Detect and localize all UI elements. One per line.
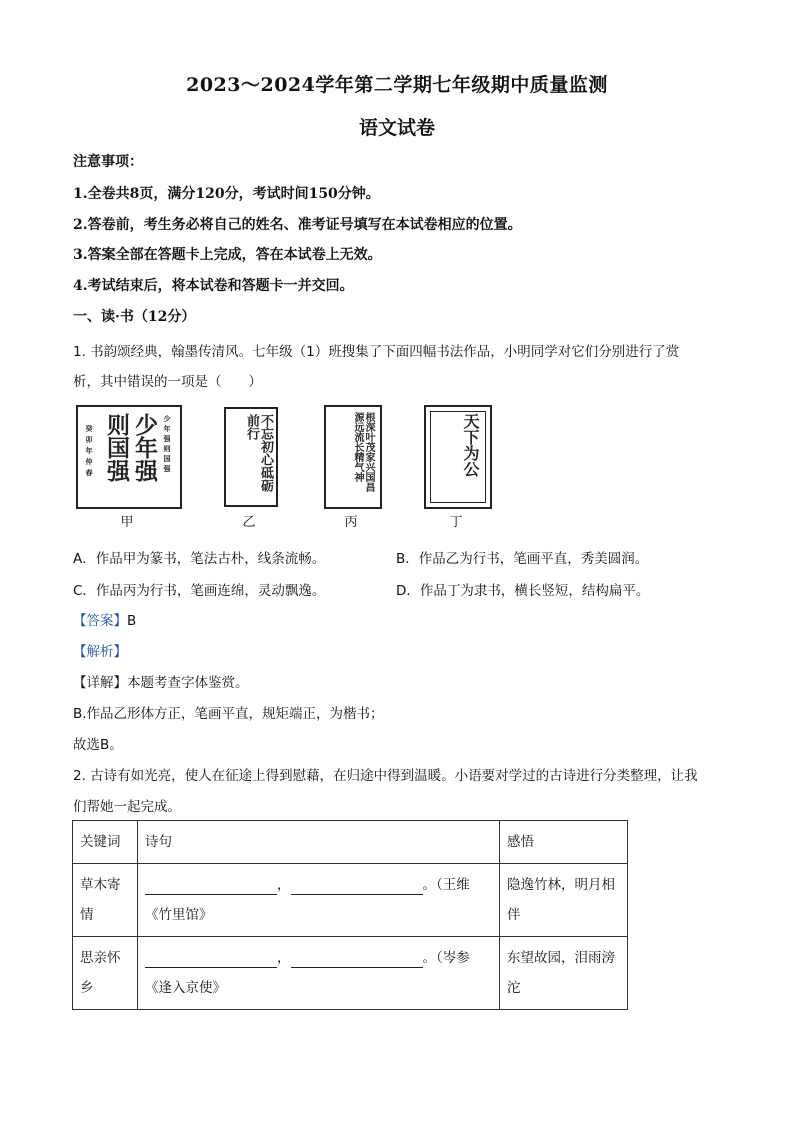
poem-end: 。（王维 [422,877,470,893]
poem-source: 《竹里馆》 [145,907,213,923]
calligraphy-ding-frame [424,405,492,509]
poem-separator: ， [277,877,291,893]
q1-option-d: D．作品丁为隶书，横长竖短，结构扁平。 [396,583,650,599]
calligraphy-bing-frame [324,405,382,509]
table-row [73,937,628,1010]
q2-stem-line1: 2. 古诗有如光亮，使人在征途上得到慰藉，在归途中得到温暖。小语要对学过的古诗进行分类整理，让我 [73,768,698,784]
exam-subtitle: 语文试卷 [358,117,435,139]
calligraphy-jia-frame [76,405,182,509]
calligraphy-jia-side-right: 少年强则国强 [163,415,172,475]
table-header-insight: 感悟 [500,821,628,864]
q1-conclusion: 故选B。 [73,737,123,753]
table-cell-insight: 隐逸竹林，明月相伴 [500,864,628,937]
note-item-1: 1.全卷共8页，满分120分，考试时间150分钟。 [73,186,380,202]
q2-stem-line2: 们帮她一起完成。 [73,799,181,815]
answer-blank[interactable] [291,949,423,968]
calligraphy-yi-frame [224,407,278,507]
q1-option-b: B．作品乙为行书，笔画平直，秀美圆润。 [396,551,649,567]
table-row [73,864,628,937]
note-item-3: 3.答案全部在答题卡上完成，答在本试卷上无效。 [73,247,382,263]
q2-poem-table [72,820,628,1010]
q1-answer-label: 【答案】 [73,613,127,629]
answer-blank[interactable] [145,876,277,895]
q1-detail [73,671,249,691]
calligraphy-bing-caption: 丙 [344,515,358,530]
q1-answer [73,609,136,629]
q1-option-c: C．作品丙为行书，笔画连绵，灵动飘逸。 [73,583,326,599]
q1-option-a: A．作品甲为篆书，笔法古朴，线条流畅。 [73,551,326,567]
exam-title: 2023～2024学年第二学期七年级期中质量监测 [186,74,608,96]
calligraphy-jia-caption: 甲 [120,515,134,530]
section1-heading: 一、读·书（12分） [73,309,196,325]
calligraphy-yi-text: 不忘初心砥砺前行 [244,414,273,492]
calligraphy-jia-text: 少年强则国强 [103,413,158,482]
calligraphy-ding-caption: 丁 [449,515,463,530]
calligraphy-jia-side-left: 癸卯年仲春 [85,425,94,480]
table-cell-keyword: 思亲怀乡 [73,937,138,1010]
table-header-row [73,821,628,864]
q1-detail-text: 本题考查字体鉴赏。 [127,675,249,691]
note-item-2: 2.答卷前，考生务必将自己的姓名、准考证号填写在本试卷相应的位置。 [73,217,522,233]
q1-analysis-label: 【解析】 [73,644,127,660]
poem-separator: ， [277,950,291,966]
q1-answer-value: B [127,613,137,629]
table-cell-keyword: 草木寄情 [73,864,138,937]
calligraphy-ding-text: 天下为公 [461,413,480,477]
table-cell-insight: 东望故园，泪雨滂沱 [500,937,628,1010]
notes-heading: 注意事项： [73,154,143,170]
answer-blank[interactable] [291,876,423,895]
poem-end: 。（岑参 [422,950,470,966]
answer-blank[interactable] [145,949,277,968]
note-item-4: 4.考试结束后，将本试卷和答题卡一并交回。 [73,278,354,294]
q1-stem-line2: 析，其中错误的一项是（ ） [73,374,262,390]
q1-explain: B.作品乙形体方正，笔画平直，规矩端正，为楷书； [73,706,384,722]
poem-source: 《逢入京使》 [145,980,226,996]
q1-stem-line1: 1. 书韵颂经典，翰墨传清风。七年级（1）班搜集了下面四幅书法作品，小明同学对它们分别进行了赏 [73,344,680,360]
q1-detail-label: 【详解】 [73,675,127,691]
calligraphy-bing-text: 根深叶茂家兴国昌源远流长精气神 [352,412,374,492]
table-header-poem: 诗句 [138,821,500,864]
table-cell-poem [138,937,500,1010]
table-cell-poem [138,864,500,937]
calligraphy-yi-caption: 乙 [242,515,256,530]
table-header-keyword: 关键词 [73,821,138,864]
